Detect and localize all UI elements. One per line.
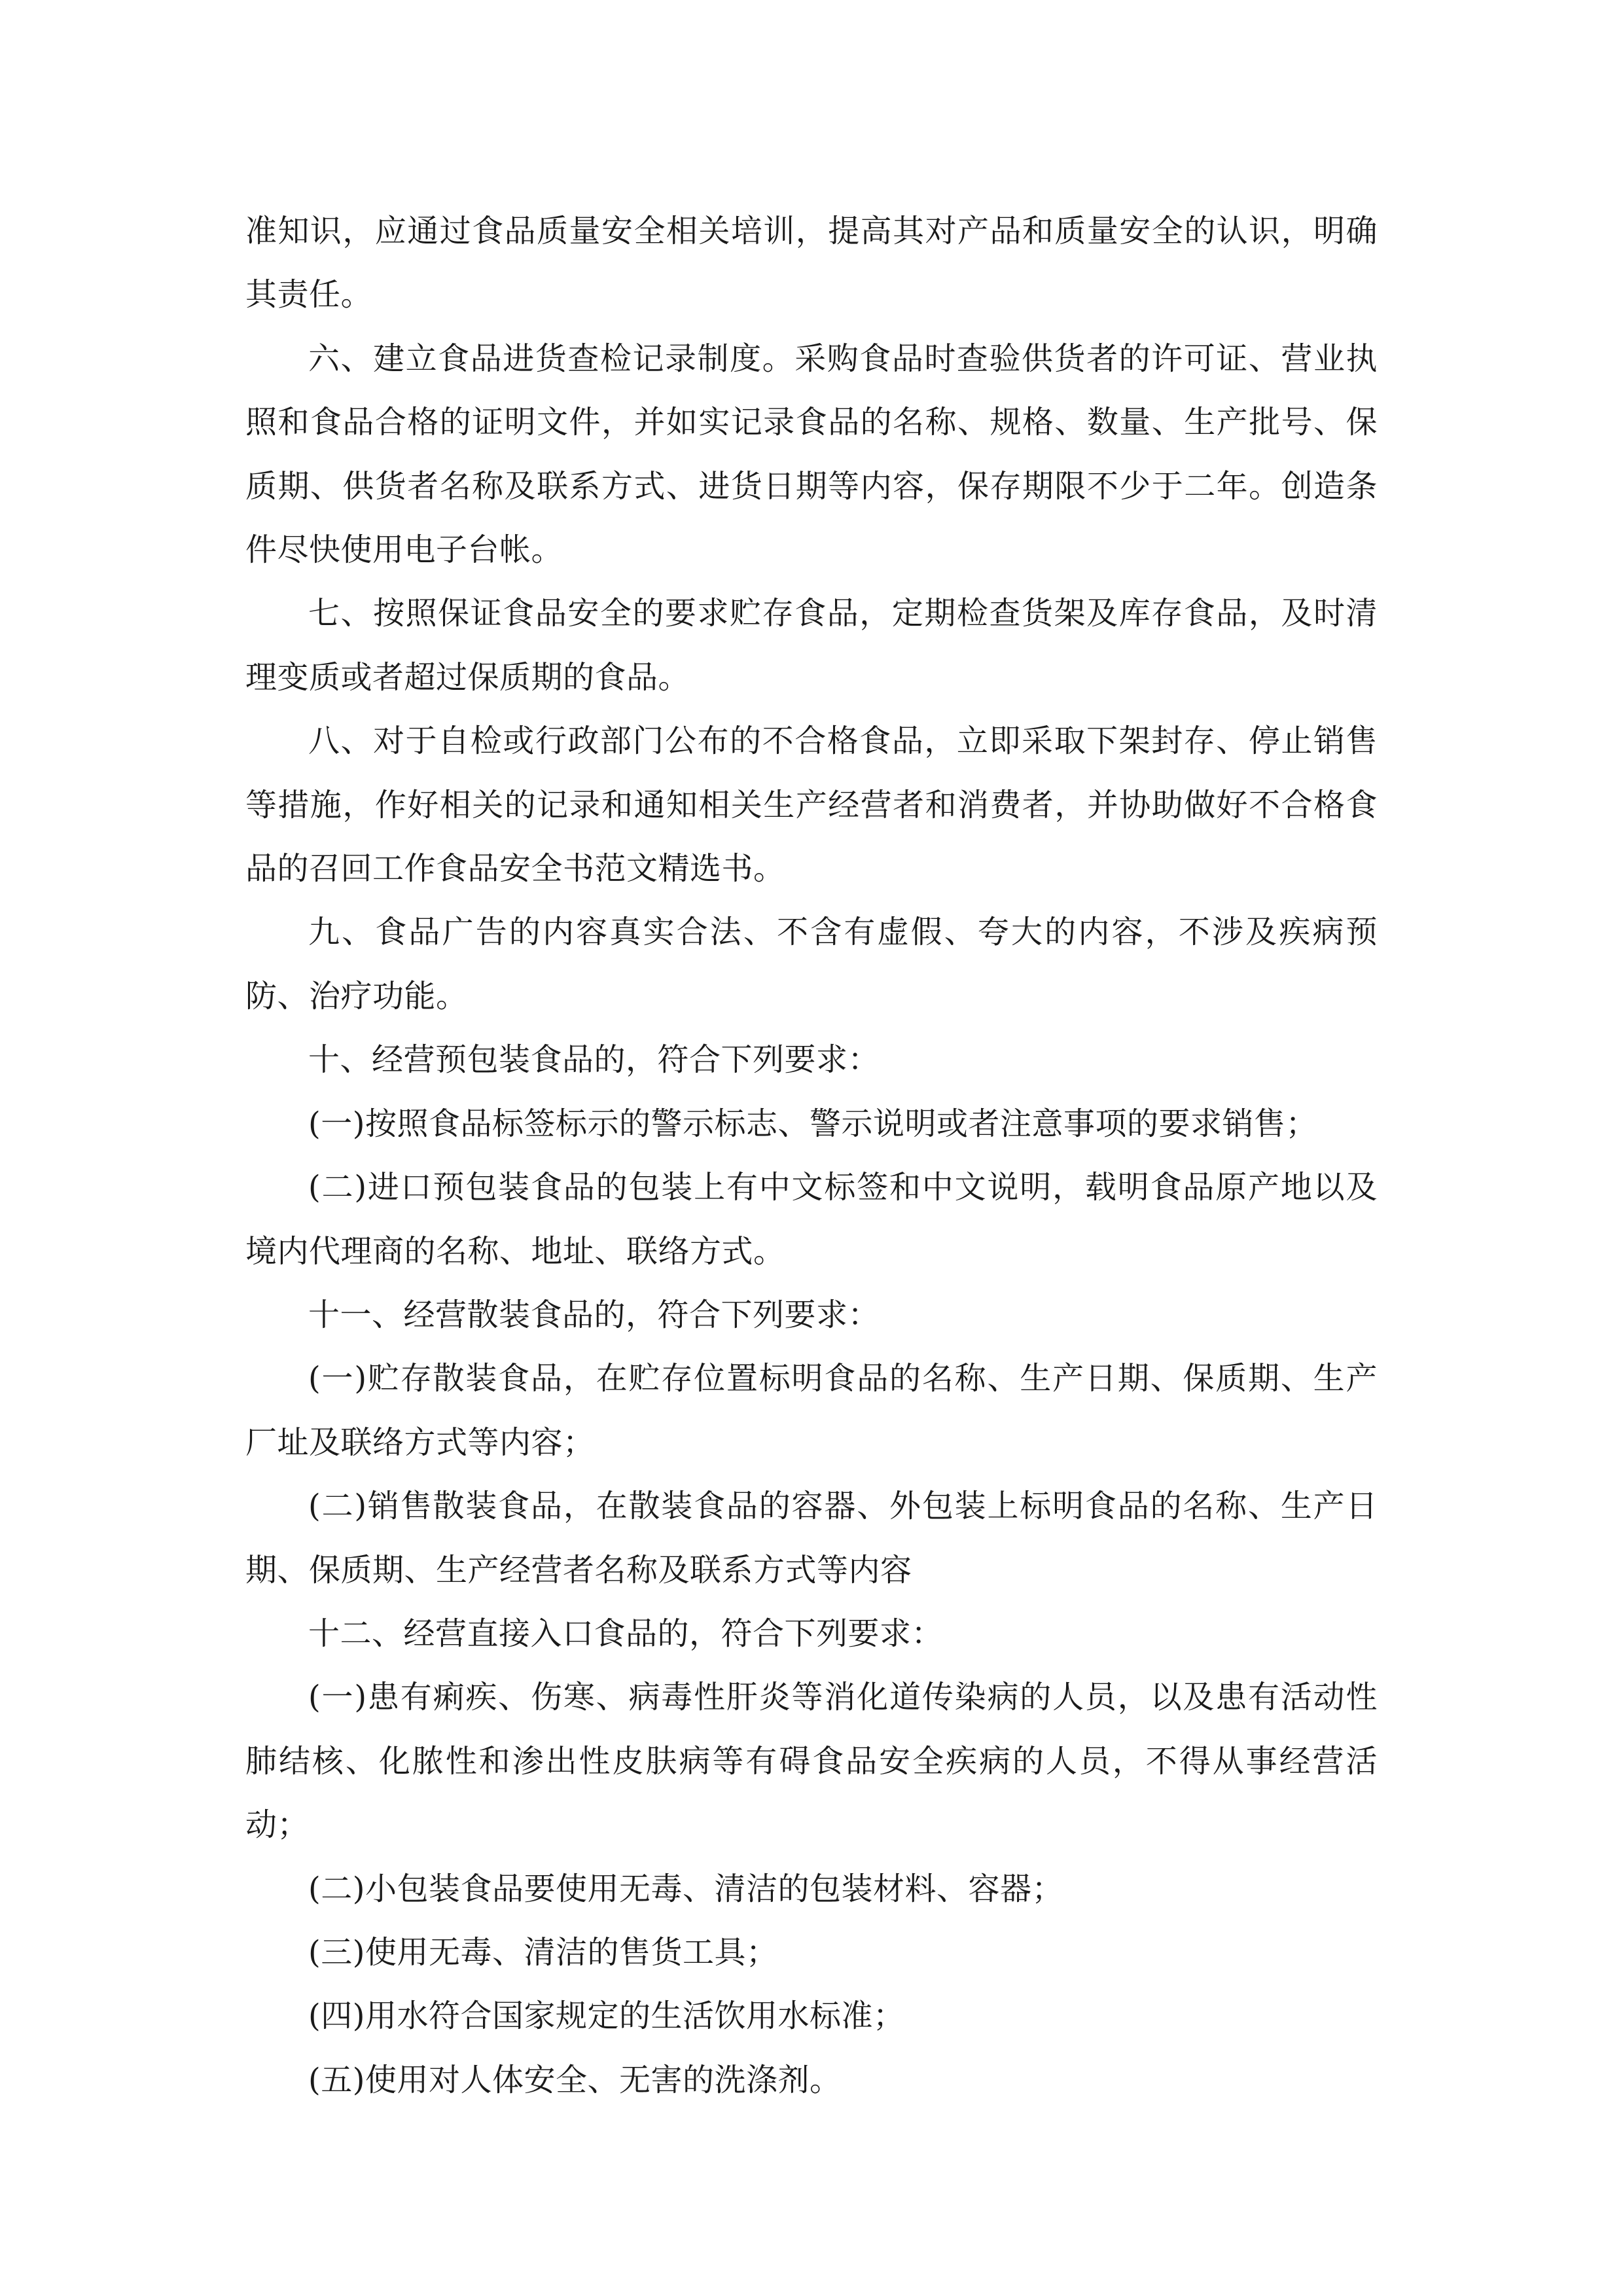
paragraph-item-6: 六、建立食品进货查检记录制度。采购食品时查验供货者的许可证、营业执照和食品合格的证明文件，并如实记录食品的名称、规格、数量、生产批号、保质期、供货者名称及联系方式、进货日期等内容，保存期限不少于二年。创造条件尽快使用电子台帐。 bbox=[245, 340, 1378, 569]
paragraph-item-10: 十、经营预包装食品的，符合下列要求： bbox=[308, 1041, 880, 1079]
paragraph-item-11-sub-2: (二)销售散装食品，在散装食品的容器、外包装上标明食品的名称、生产日期、保质期、生产经营者名称及联系方式等内容 bbox=[245, 1488, 1378, 1588]
document-body bbox=[245, 200, 1378, 2112]
paragraph-item-12-sub-5: (五)使用对人体安全、无害的洗涤剂。 bbox=[308, 2061, 842, 2098]
paragraph-item-12-sub-1: (一)患有痢疾、伤寒、病毒性肝炎等消化道传染病的人员，以及患有活动性肺结核、化脓性和渗出性皮肤病等有碍食品安全疾病的人员，不得从事经营活动； bbox=[245, 1679, 1378, 1844]
paragraph-continuation: 准知识，应通过食品质量安全相关培训，提高其对产品和质量安全的认识，明确其责任。 bbox=[245, 213, 1378, 314]
paragraph-item-12-sub-3: (三)使用无毒、清洁的售货工具； bbox=[308, 1933, 778, 1971]
paragraph-item-8: 八、对于自检或行政部门公布的不合格食品，立即采取下架封存、停止销售等措施，作好相关的记录和通知相关生产经营者和消费者，并协助做好不合格食品的召回工作食品安全书范文精选书。 bbox=[245, 723, 1378, 888]
paragraph-item-10-sub-1: (一)按照食品标签标示的警示标志、警示说明或者注意事项的要求销售； bbox=[308, 1105, 1317, 1142]
paragraph-item-12-sub-2: (二)小包装食品要使用无毒、清洁的包装材料、容器； bbox=[308, 1870, 1063, 1907]
paragraph-item-10-sub-2: (二)进口预包装食品的包装上有中文标签和中文说明，载明食品原产地以及境内代理商的名称、地址、联络方式。 bbox=[245, 1169, 1378, 1270]
paragraph-item-12: 十二、经营直接入口食品的，符合下列要求： bbox=[308, 1615, 944, 1652]
paragraph-item-11: 十一、经营散装食品的，符合下列要求： bbox=[308, 1296, 880, 1333]
paragraph-item-9: 九、食品广告的内容真实合法、不含有虚假、夸大的内容，不涉及疾病预防、治疗功能。 bbox=[245, 914, 1378, 1014]
paragraph-item-12-sub-4: (四)用水符合国家规定的生活饮用水标准； bbox=[308, 1998, 905, 2035]
paragraph-item-11-sub-1: (一)贮存散装食品，在贮存位置标明食品的名称、生产日期、保质期、生产厂址及联络方式等内容； bbox=[245, 1360, 1378, 1461]
paragraph-item-7: 七、按照保证食品安全的要求贮存食品，定期检查货架及库存食品，及时清理变质或者超过保质期的食品。 bbox=[245, 595, 1378, 696]
